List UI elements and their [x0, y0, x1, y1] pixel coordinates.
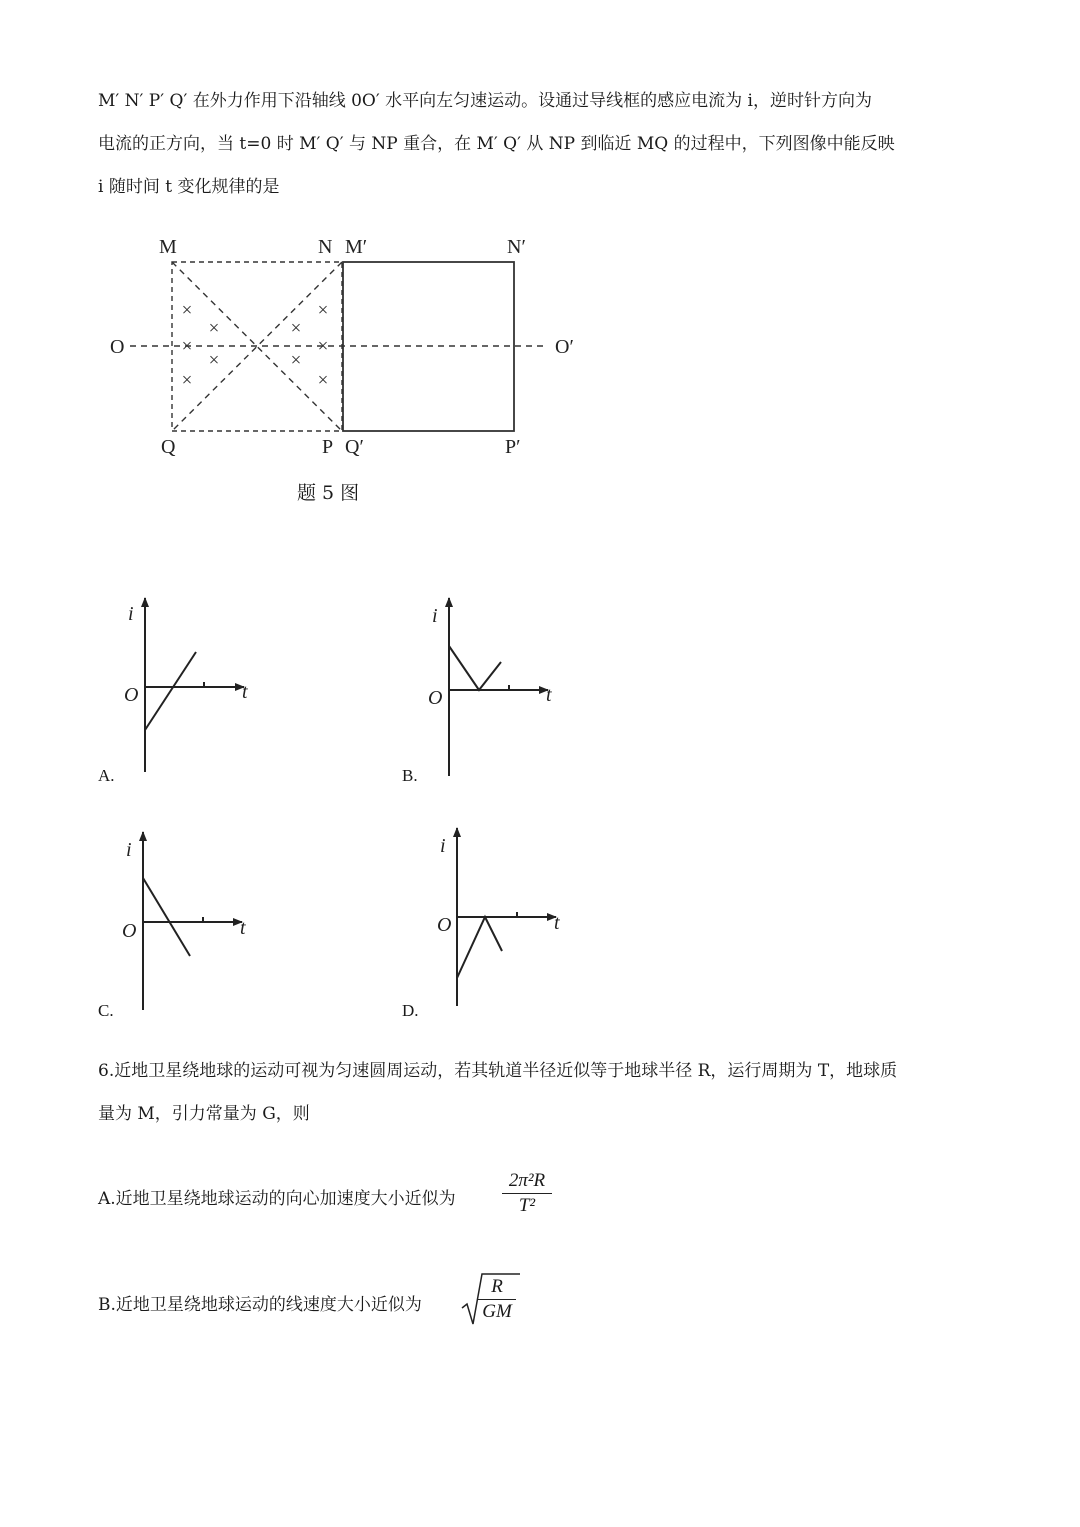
label-n-prime: N′ — [507, 236, 526, 258]
label-p-prime: P′ — [505, 436, 521, 458]
option-d-label: D. — [402, 1001, 419, 1020]
graph-d — [457, 828, 556, 1006]
field-cross: × — [290, 350, 302, 371]
q5-line-3: i 随时间 t 变化规律的是 — [98, 177, 280, 197]
field-cross: × — [181, 336, 193, 357]
graph-d-curve — [457, 917, 502, 978]
q6-option-a-text: A.近地卫星绕地球运动的向心加速度大小近似为 — [98, 1189, 456, 1209]
label-q: Q — [161, 436, 176, 458]
label-m-prime: M′ — [345, 236, 368, 258]
graph-b-x-label: t — [546, 684, 552, 706]
q5-line-1: M′ N′ P′ Q′ 在外力作用下沿轴线 0O′ 水平向左匀速运动。设通过导线框的感应电流为 i，逆时针方向为 — [98, 91, 872, 111]
field-cross: × — [317, 336, 329, 357]
graph-b — [449, 598, 548, 776]
field-cross: × — [208, 350, 220, 371]
graph-a-y-label: i — [128, 603, 134, 625]
option-a-label: A. — [98, 766, 115, 785]
graph-a-x-label: t — [242, 681, 248, 703]
graph-d-y-label: i — [440, 835, 446, 857]
graph-a-curve — [145, 652, 196, 730]
label-o: O — [110, 336, 125, 358]
graph-b-origin: O — [428, 687, 443, 709]
field-cross: × — [317, 370, 329, 391]
formula-a-numerator: 2π²R — [508, 1170, 546, 1191]
figure-5-diagram — [0, 0, 1080, 470]
q6-option-b-text: B.近地卫星绕地球运动的线速度大小近似为 — [98, 1295, 422, 1315]
graph-d-origin: O — [437, 914, 452, 936]
q6-line-2: 量为 M，引力常量为 G，则 — [98, 1104, 310, 1124]
option-b-label: B. — [402, 766, 418, 785]
label-o-prime: O′ — [555, 336, 574, 358]
formula-b-numerator: R — [491, 1276, 503, 1297]
q6-line-1: 6.近地卫星绕地球的运动可视为匀速圆周运动，若其轨道半径近似等于地球半径 R，运行周期为 T，地球质 — [98, 1061, 898, 1081]
q5-line-2: 电流的正方向，当 t=0 时 M′ Q′ 与 NP 重合，在 M′ Q′ 从 NP 到临近 MQ 的过程中，下列图像中能反映 — [98, 134, 895, 154]
question-6-text — [98, 1050, 988, 1136]
graph-c-curve — [143, 878, 190, 956]
option-c-label: C. — [98, 1001, 114, 1020]
graph-a — [145, 598, 244, 772]
graph-b-curve — [449, 646, 501, 690]
graph-c-origin: O — [122, 920, 137, 942]
field-cross: × — [181, 370, 193, 391]
field-cross: × — [208, 318, 220, 339]
graph-d-x-label: t — [554, 912, 560, 934]
option-graphs — [0, 560, 700, 1040]
figure-5-caption: 题 5 图 — [297, 482, 360, 504]
formula-b-denominator: GM — [482, 1301, 512, 1322]
graph-a-origin: O — [124, 684, 139, 706]
label-q-prime: Q′ — [345, 436, 364, 458]
label-p: P — [322, 436, 334, 458]
field-cross: × — [181, 300, 193, 321]
q6-option-b-formula — [476, 1276, 518, 1323]
graph-c-x-label: t — [240, 917, 246, 939]
graph-c — [143, 832, 242, 1010]
formula-a-denominator: T² — [518, 1195, 536, 1216]
field-cross: × — [317, 300, 329, 321]
label-m: M — [159, 236, 177, 258]
q6-option-a-formula — [500, 1170, 554, 1217]
graph-b-y-label: i — [432, 605, 438, 627]
graph-c-y-label: i — [126, 839, 132, 861]
label-n: N — [318, 236, 333, 258]
field-cross: × — [290, 318, 302, 339]
